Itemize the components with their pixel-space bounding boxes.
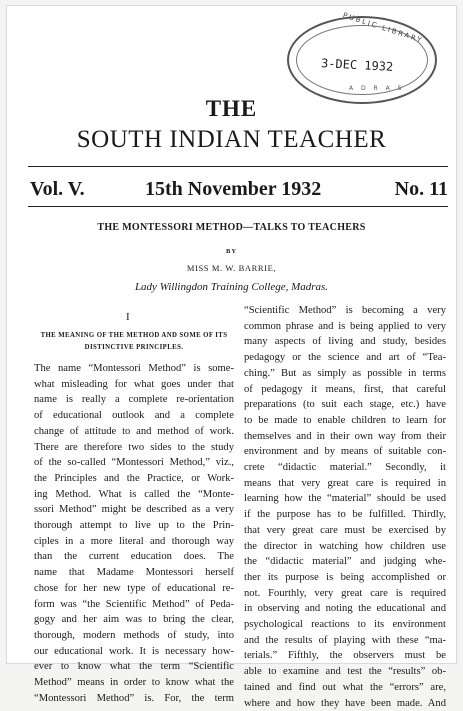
body-text-line: learning how the “material” should be used [244,493,446,505]
body-text-line: terials.” Fifthly, the observers must be [244,650,446,662]
body-text-line: name is really a complete re-orientation [34,394,234,406]
body-text-line: and the results of playing with these “ma- [244,634,446,646]
body-text-line: the director in watching how children use [244,540,446,552]
body-text-line: where and how they have been made. And [244,697,446,709]
article-by: BY [225,248,238,255]
body-text-line: not. Fourthly, very great care is required [244,587,446,599]
stamp-bottom-text: A D R A S [349,85,405,92]
body-text-line: than the current education does. The [34,551,234,563]
body-text-line: if the purpose has to be fulfilled. Thirdly, [244,509,446,521]
body-text-line: in observing and noting the educational and [244,603,446,615]
stamp-date: 3-DEC 1932 [320,56,394,74]
body-text-line: gogy and her aim was to bring the clear, [34,614,234,626]
masthead-title: SOUTH INDIAN TEACHER [76,126,387,153]
body-text-line: our educational work. It is necessary how- [34,645,234,657]
left-column [34,361,234,706]
body-text-line: ever to know what the term “Scientific [34,661,234,673]
body-text-line: of pedagogy it means, first, that careful [244,383,446,395]
body-text-line: many aspects of living and study, besides [244,336,446,348]
stamp-ring-text: PUBLIC LIBRARY [341,11,425,45]
body-text-line: the “didactic material” and judging whe- [244,556,446,568]
body-text-line: able to examine and test the “results” ob- [244,666,446,678]
section-heading-line-2: DISTINCTIVE PRINCIPLES. [84,344,184,351]
section-heading-line-1: THE MEANING OF THE METHOD AND SOME OF ITS [40,332,228,339]
body-text-line: themselves and in their own way from their [244,430,446,442]
article-affiliation: Lady Willingdon Training College, Madras. [134,281,329,293]
body-text-line: ssori Method” might be described as a very [34,504,234,516]
body-text-line: the Principles and the Practice, or Work- [34,472,234,484]
body-text-line: pedagogy or the science and art of “Tea- [244,352,446,364]
body-text-line: tained and find out what the “errors” are, [244,681,446,693]
body-text-line: preparations (to suit each stage, etc.) have [244,399,446,411]
body-text-line: ing Method. What is called the “Monte- [34,488,234,500]
body-text-line: common phrase and is being applied to very [244,320,446,332]
masthead-rule-top [28,166,448,167]
body-text-line: ching.” But as simply as possible in terms [244,367,446,379]
issue-number: No. 11 [394,178,448,200]
body-text-line: psychological reactions to its environment [244,619,446,631]
article-author: MISS M. W. BARRIE, [186,263,277,273]
masthead-rule-bottom [28,206,448,207]
library-stamp [287,11,437,104]
body-text-line: ciples in a more literal and thorough way [34,535,234,547]
body-text-line: what misleading for what goes under that [34,378,234,390]
body-text-line: that very great care must be exercised by [244,524,446,536]
body-text-line: chose for her new type of educational re- [34,582,234,594]
body-text-line: “Montessori Method” is. For, the term [34,692,234,704]
body-text-line: to be made to enable children to learn for [244,414,446,426]
volume-label: Vol. V. [30,178,85,200]
article-title: THE MONTESSORI METHOD—TALKS TO TEACHERS [97,222,366,233]
body-text-line: name that Madame Montessori herself [34,567,234,579]
body-text-line: ther its purpose is being accomplished or [244,571,446,583]
body-text-line: There are therefore two sides to the study [34,441,234,453]
right-column [244,303,446,711]
body-text-line: Method” means in order to know what the [34,677,234,689]
body-text-line: environment and by means of suitable con- [244,446,446,458]
body-text-line: of educational outlook and a complete [34,410,234,422]
body-text-line: of the so-called “Montessori Method,” viz., [34,457,234,469]
issue-date: 15th November 1932 [145,178,322,200]
body-text-line: “Scientific Method” is becoming a very [244,305,446,316]
body-text-line: thorough attempt to live up to the Prin- [34,520,234,532]
body-text-line: thorough, modern methods of study, into [34,629,234,641]
body-text-line: crete “didactic material.” Secondly, it [244,462,446,474]
body-text-line: change of attitude to and method of work. [34,425,234,437]
body-text-line: means that very great care is required in [244,477,446,489]
masthead-the: THE [205,96,258,121]
body-text-line: form was “the Scientific Method” of Peda- [34,598,234,610]
body-text-line: The name “Montessori Method” is some- [34,363,234,374]
section-numeral: I [126,311,130,323]
